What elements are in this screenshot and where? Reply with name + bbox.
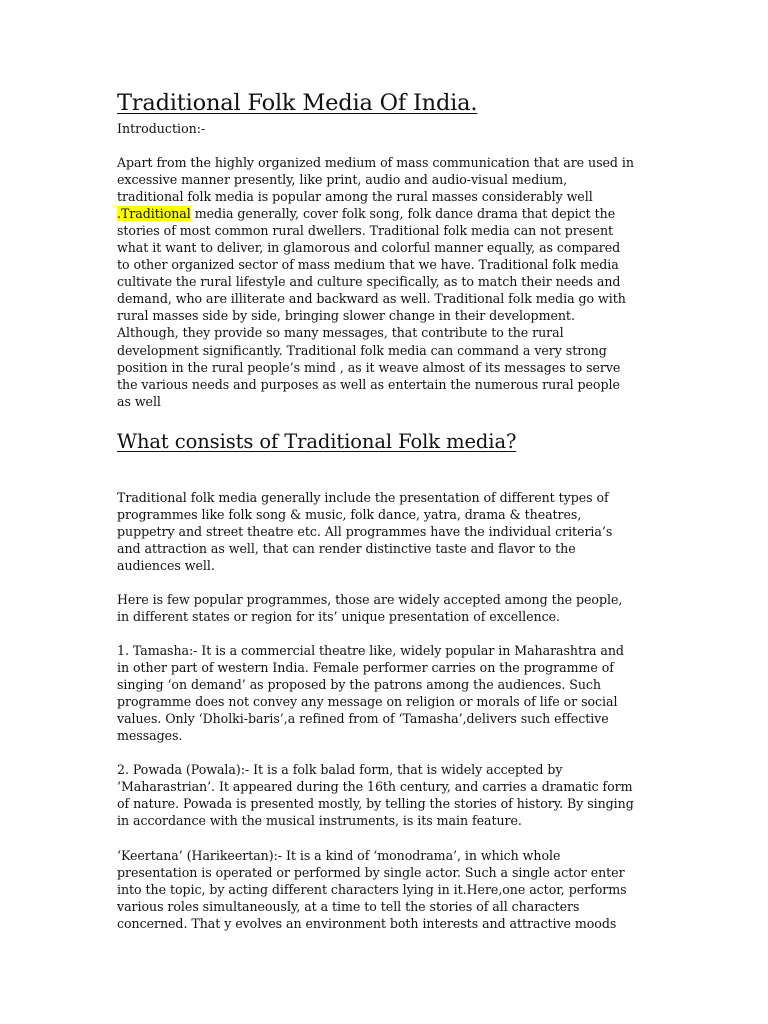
introduction-label: Introduction:-	[117, 121, 206, 136]
paragraph-line: in different states or region for its’ unique presentation of excellence.	[117, 608, 560, 624]
paragraph-line: stories of most common rural dwellers. Traditional folk media can not present	[117, 223, 614, 239]
paragraph-line: rural masses side by side, bringing slower change in their development.	[117, 308, 575, 324]
paragraph-line: excessive manner presently, like print, audio and audio-visual medium,	[117, 172, 568, 188]
paragraph-line: as well	[117, 393, 161, 409]
paragraph-line: concerned. That y evolves an environment both interests and attractive moods	[117, 915, 617, 931]
paragraph-line: programme does not convey any message on religion or morals of life or social	[117, 694, 618, 710]
paragraph-line-rest: media generally, cover folk song, folk dance drama that depict the	[190, 206, 616, 222]
paragraph-line: Traditional folk media generally include the presentation of different types of	[117, 489, 609, 505]
paragraph-line: Apart from the highly organized medium of mass communication that are used in	[117, 155, 634, 170]
paragraph-line: position in the rural people’s mind , as it weave almost of its messages to serve	[117, 359, 621, 375]
intro-paragraph	[117, 154, 662, 410]
paragraph-line: ‘Keertana’ (Harikeertan):- It is a kind of ‘monodrama’, in which whole	[117, 847, 561, 863]
paragraph-line: puppetry and street theatre etc. All programmes have the individual criteria’s	[117, 523, 613, 539]
powada-paragraph	[117, 761, 662, 829]
document-title: Traditional Folk Media Of India.	[117, 90, 478, 116]
paragraph-line: in accordance with the musical instruments, is its main feature.	[117, 813, 522, 829]
paragraph-line: into the topic, by acting different characters lying in it.Here,one actor, performs	[117, 881, 627, 897]
paragraph-line: singing ‘on demand’ as proposed by the patrons among the audiences. Such	[117, 677, 601, 693]
programmes-paragraph	[117, 489, 662, 574]
paragraph-line: Although, they provide so many messages, that contribute to the rural	[117, 325, 564, 341]
paragraph-line: Here is few popular programmes, those are widely accepted among the people,	[117, 591, 623, 607]
keertana-paragraph	[117, 847, 662, 932]
paragraph-line: ‘Maharastrian’. It appeared during the 16th century, and carries a dramatic form	[117, 779, 633, 795]
paragraph-line: presentation is operated or performed by single actor. Such a single actor enter	[117, 864, 625, 880]
paragraph-line: cultivate the rural lifestyle and culture specifically, as to match their needs and	[117, 274, 621, 290]
paragraph-line: 2. Powada (Powala):- It is a folk balad form, that is widely accepted by	[117, 762, 563, 778]
paragraph-line: demand, who are illiterate and backward as well. Traditional folk media go with	[117, 291, 626, 307]
paragraph-line: what it want to deliver, in glamorous and colorful manner equally, as compared	[117, 240, 621, 256]
paragraph-line: traditional folk media is popular among the rural masses considerably well	[117, 189, 593, 205]
popular-programmes-paragraph	[117, 591, 662, 625]
highlighted-text: .Traditional	[117, 206, 191, 222]
paragraph-line: various roles simultaneously, at a time to tell the stories of all characters	[117, 898, 580, 914]
paragraph-line: in other part of western India. Female performer carries on the programme of	[117, 660, 614, 676]
paragraph-line: values. Only ‘Dholki-baris’,a refined from of ‘Tamasha’,delivers such effective	[117, 711, 609, 727]
paragraph-line: 1. Tamasha:- It is a commercial theatre like, widely popular in Maharashtra and	[117, 643, 624, 659]
paragraph-line: and attraction as well, that can render distinctive taste and flavor to the	[117, 540, 576, 556]
tamasha-paragraph	[117, 642, 662, 744]
document-page	[117, 86, 662, 932]
paragraph-line-with-highlight	[117, 205, 662, 222]
paragraph-line: the various needs and purposes as well as entertain the numerous rural people	[117, 376, 620, 392]
paragraph-line: of nature. Powada is presented mostly, by telling the stories of history. By singing	[117, 796, 634, 812]
paragraph-line: programmes like folk song & music, folk dance, yatra, drama & theatres,	[117, 506, 582, 522]
paragraph-line: audiences well.	[117, 557, 215, 573]
paragraph-line: development significantly. Traditional folk media can command a very strong	[117, 342, 607, 358]
paragraph-line: to other organized sector of mass medium that we have. Traditional folk media	[117, 257, 619, 273]
paragraph-line: messages.	[117, 728, 183, 744]
section-heading: What consists of Traditional Folk media?	[117, 429, 517, 453]
